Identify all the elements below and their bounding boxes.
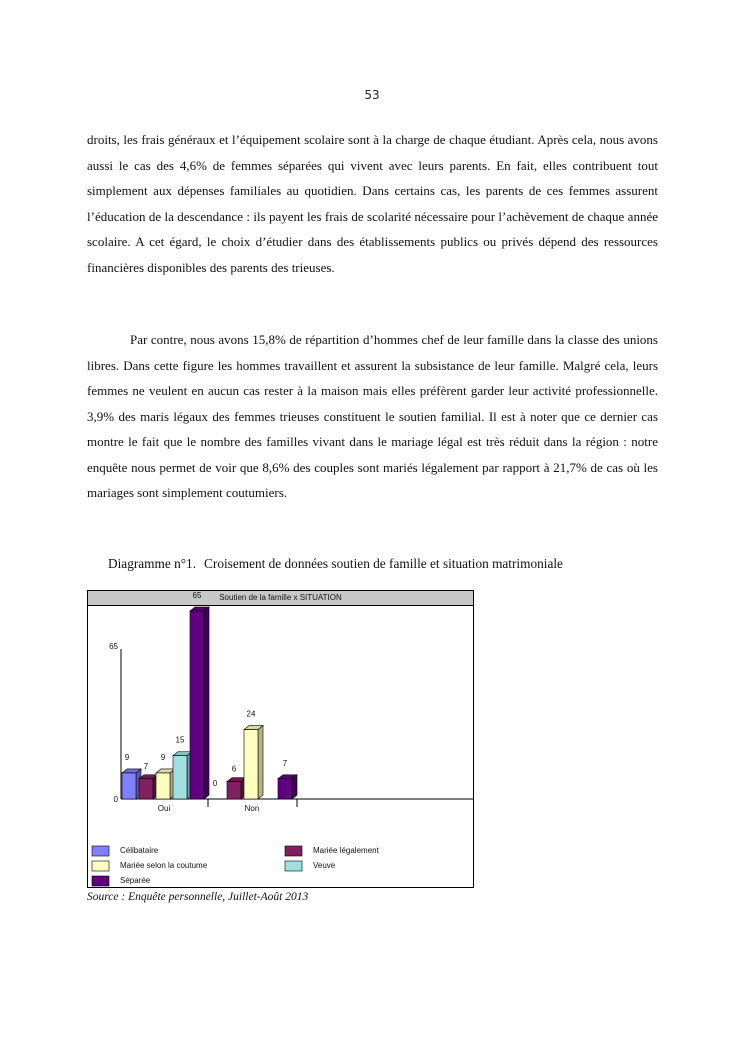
- legend-label-mariée-selon-la-coutume: Mariée selon la coutume: [120, 861, 208, 870]
- paragraph-2: Par contre, nous avons 15,8% de répartition d’hommes chef de leur famille dans la classe des unions libres. Dans cette figure les hommes travaillent et assurent la subsistance de leur famille. Malgré cela, leurs femmes ne veulent en aucun cas rester à la maison mais elles préfèrent garder leur activité professionnelle. 3,9% des maris légaux des femmes trieuses constituent le soutien familial. Il est à noter que ce dernier cas montre le fait que le nombre des familles vivant dans le mariage légal est très réduit dans la région : notre enquête nous permet de voir que 8,6% des couples sont mariés légalement par rapport à 21,7% de cas où les mariages sont simplement coutumiers.: [87, 332, 658, 500]
- data-label-veuve-oui: 15: [175, 735, 185, 745]
- data-label-séparée-oui: 65: [192, 591, 202, 600]
- legend-swatch-célibataire: [92, 846, 109, 856]
- data-label-mariée-selon-la-coutume-non: 24: [246, 709, 256, 719]
- legend-label-séparée: Séparée: [120, 876, 151, 885]
- data-label-mariée-légalement-oui: 7: [143, 761, 149, 771]
- legend-swatch-veuve: [285, 861, 302, 871]
- legend-label-célibataire: Célibataire: [120, 846, 159, 855]
- legend-label-veuve: Veuve: [313, 861, 336, 870]
- category-label-oui: Oui: [157, 804, 171, 813]
- data-label-mariée-selon-la-coutume-oui: 9: [160, 752, 166, 762]
- legend-swatch-mariée-selon-la-coutume: [92, 861, 109, 871]
- bar-célibataire-oui: [122, 773, 136, 799]
- bar-chart: [88, 591, 473, 887]
- bar-séparée-non: [278, 779, 292, 799]
- page-number: 53: [364, 88, 380, 102]
- bar-mariée-selon-la-coutume-oui: [156, 773, 170, 799]
- figure-caption: [108, 556, 563, 572]
- data-label-mariée-légalement-non: 6: [231, 764, 237, 774]
- y-axis-label-min: 0: [113, 795, 118, 804]
- category-label-non: Non: [244, 804, 260, 813]
- figure-label: Diagramme n°1.: [108, 556, 197, 571]
- bar-side-mariée-selon-la-coutume-non: [258, 726, 263, 799]
- data-label-célibataire-oui: 9: [124, 752, 130, 762]
- bar-veuve-oui: [173, 756, 187, 799]
- bar-mariée-légalement-oui: [139, 779, 153, 799]
- data-label-célibataire-non: 0: [212, 779, 218, 788]
- legend-label-mariée-légalement: Mariée légalement: [313, 846, 379, 855]
- data-label-séparée-non: 7: [282, 758, 288, 768]
- bar-side-séparée-oui: [204, 607, 209, 799]
- bar-séparée-oui: [190, 611, 204, 799]
- chart-frame: [87, 590, 474, 888]
- chart-title: Soutien de la famille x SITUATION: [88, 591, 473, 606]
- paragraph-1: droits, les frais généraux et l’équipement scolaire sont à la charge de chaque étudiant. Après cela, nous avons aussi le cas des 4,6% de femmes séparées qui vivent avec leurs parents. En fait, elles contribuent tout simplement aux dépenses familiales au quotidien. Dans certains cas, les parents de ces femmes assurent l’éducation de la descendance : ils payent les frais de scolarité nécessaire pour l’achèvement de chaque année scolaire. A cet égard, le choix d’étudier dans des établissements publics ou privés dépend des ressources financières disponibles des parents des trieuses.: [87, 132, 658, 275]
- figure-source: Source : Enquête personnelle, Juillet-Août 2013: [87, 891, 309, 903]
- legend-swatch-mariée-légalement: [285, 846, 302, 856]
- y-axis-label-max: 65: [109, 642, 118, 651]
- bar-mariée-selon-la-coutume-non: [244, 730, 258, 799]
- bar-mariée-légalement-non: [227, 782, 241, 799]
- legend-swatch-séparée: [92, 876, 109, 886]
- figure-title: Croisement de données soutien de famille et situation matrimoniale: [204, 556, 563, 571]
